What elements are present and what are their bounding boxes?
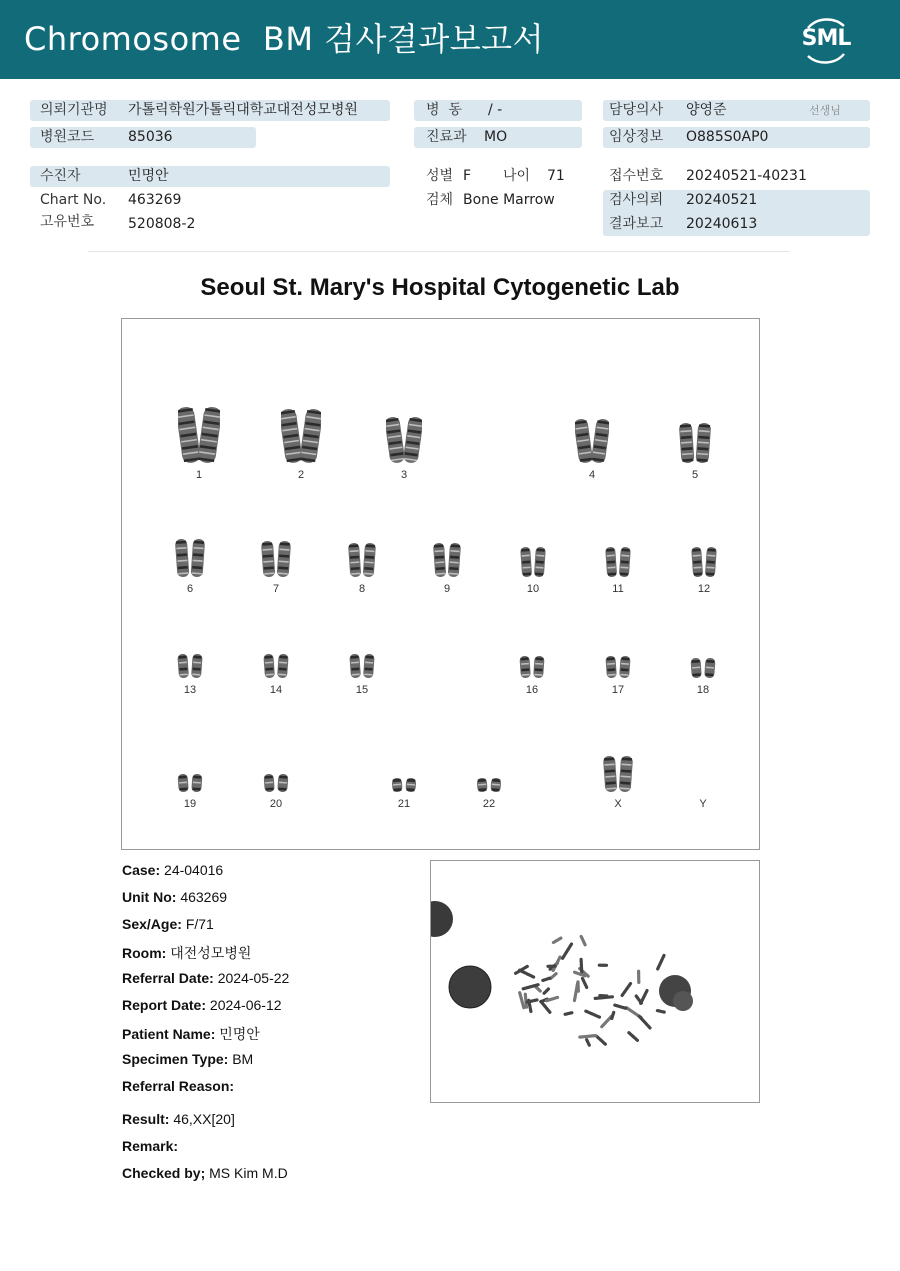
metaphase-chromosome bbox=[579, 1036, 595, 1038]
repdate-value: 2024-06-12 bbox=[209, 997, 282, 1013]
sexage-value: F/71 bbox=[185, 916, 214, 932]
refdate-value: 2024-05-22 bbox=[217, 970, 290, 986]
reason-label: Referral Reason: bbox=[122, 1078, 235, 1094]
chromosome-pair-7 bbox=[261, 539, 291, 579]
age-label: 나이 bbox=[503, 168, 531, 184]
doctor-label: 담당의사 bbox=[609, 102, 664, 118]
chromosome-pair-X bbox=[603, 754, 633, 794]
report-header bbox=[0, 0, 900, 79]
chromosome-label-8: 8 bbox=[358, 583, 366, 595]
metaphase-chromosome bbox=[565, 1013, 572, 1015]
chromosome-label-3: 3 bbox=[400, 469, 408, 481]
age-value: 71 bbox=[547, 168, 565, 184]
chromosome-pair-15 bbox=[349, 652, 375, 680]
sml-logo bbox=[796, 10, 856, 70]
chromosome-label-18: 18 bbox=[696, 684, 710, 696]
unique-value: 520808-2 bbox=[128, 216, 196, 232]
spec-label: Specimen Type: bbox=[122, 1051, 229, 1067]
metaphase-chromosome bbox=[583, 979, 587, 988]
pname-label: Patient Name: bbox=[122, 1026, 216, 1042]
metaphase-chromosome bbox=[597, 1037, 606, 1045]
institution-label: 의뢰기관명 bbox=[40, 102, 108, 118]
chromosome-label-7: 7 bbox=[272, 583, 280, 595]
chromosome-label-X: X bbox=[614, 798, 622, 810]
pname-row bbox=[122, 1024, 260, 1044]
chromosome-pair-6 bbox=[175, 537, 205, 579]
chromosome-pair-1 bbox=[178, 405, 220, 465]
repdate-row bbox=[122, 997, 282, 1013]
karyogram bbox=[121, 318, 760, 850]
result-value: 46,XX[20] bbox=[173, 1111, 235, 1127]
metaphase-chromosome bbox=[553, 938, 561, 942]
receipt-label: 접수번호 bbox=[609, 168, 664, 184]
hospital-code-label: 병원코드 bbox=[40, 129, 95, 145]
metaphase-chromosome bbox=[602, 1016, 612, 1026]
hospital-code-value: 85036 bbox=[128, 129, 173, 145]
chromosome-pair-17 bbox=[605, 654, 631, 680]
case-value: 24-04016 bbox=[164, 862, 224, 878]
chromosome-label-11: 11 bbox=[612, 583, 624, 595]
chromosome-label-15: 15 bbox=[355, 684, 369, 696]
chromosome-label-14: 14 bbox=[269, 684, 283, 696]
sex-label: 성별 bbox=[426, 168, 454, 184]
chromosome-pair-20 bbox=[263, 772, 289, 794]
chromosome-label-9: 9 bbox=[443, 583, 451, 595]
metaphase-chromosome bbox=[520, 993, 524, 1009]
metaphase-chromosome bbox=[612, 1012, 614, 1018]
patient-label: 수진자 bbox=[40, 168, 81, 184]
metaphase-chromosome bbox=[543, 978, 550, 980]
metaphase-chromosome bbox=[639, 1016, 650, 1028]
patient-value: 민명안 bbox=[128, 168, 169, 184]
remark-label: Remark: bbox=[122, 1138, 179, 1154]
chromosome-label-17: 17 bbox=[611, 684, 625, 696]
chart-value: 463269 bbox=[128, 192, 182, 208]
chromosome-label-1: 1 bbox=[195, 469, 203, 481]
refdate-row bbox=[122, 970, 289, 986]
chromosome-pair-2 bbox=[281, 407, 321, 465]
ward-value: / - bbox=[488, 102, 503, 118]
chromosome-pair-19 bbox=[177, 772, 203, 794]
report-title: Chromosome BM 검사결과보고서 bbox=[24, 20, 544, 58]
metaphase-chromosome bbox=[657, 1011, 664, 1013]
request-value: 20240521 bbox=[686, 192, 758, 208]
department-label: 진료과 bbox=[426, 129, 467, 145]
metaphase-chromosome bbox=[658, 955, 664, 969]
chromosome-label-13: 13 bbox=[183, 684, 197, 696]
checked-label: Checked by; bbox=[122, 1165, 206, 1181]
chromosome-label-4: 4 bbox=[588, 469, 596, 481]
metaphase-chromosome bbox=[629, 1033, 638, 1041]
logo-text: SML bbox=[801, 26, 851, 51]
chromosome-label-5: 5 bbox=[691, 469, 699, 481]
repdate-label: Report Date: bbox=[122, 997, 207, 1013]
metaphase-chromosome bbox=[581, 959, 582, 972]
metaphase-chromosome bbox=[636, 996, 641, 1003]
metaphase-chromosome bbox=[544, 989, 548, 993]
lab-title: Seoul St. Mary's Hospital Cytogenetic Lab bbox=[200, 274, 680, 301]
metaphase-chromosome bbox=[586, 1011, 600, 1017]
metaphase-chromosome bbox=[581, 937, 585, 945]
chromosome-label-19: 19 bbox=[183, 798, 197, 810]
report-date-label: 결과보고 bbox=[609, 216, 664, 232]
unit-row bbox=[122, 889, 227, 905]
metaphase-chromosome bbox=[622, 984, 630, 996]
chromosome-label-6: 6 bbox=[186, 583, 194, 595]
sex-value: F bbox=[463, 168, 472, 184]
metaphase-image bbox=[430, 860, 760, 1103]
unique-label: 고유번호 bbox=[40, 214, 95, 230]
metaphase-spread-icon bbox=[431, 861, 759, 1102]
chromosome-pair-8 bbox=[348, 541, 376, 579]
sexage-label: Sex/Age: bbox=[122, 916, 182, 932]
doctor-suffix: 선생님 bbox=[809, 104, 841, 117]
metaphase-chromosome bbox=[563, 944, 572, 958]
clinical-value: O885S0AP0 bbox=[686, 129, 769, 145]
chromosome-pair-18 bbox=[690, 656, 716, 680]
room-row bbox=[122, 943, 251, 963]
doctor-value: 양영준 bbox=[686, 102, 727, 118]
chromosome-pair-3 bbox=[386, 415, 422, 465]
chromosome-label-Y: Y bbox=[699, 798, 707, 810]
spec-value: BM bbox=[232, 1051, 254, 1067]
chromosome-label-10: 10 bbox=[526, 583, 540, 595]
chromosome-pair-12 bbox=[691, 545, 717, 579]
chromosome-label-16: 16 bbox=[525, 684, 539, 696]
chromosome-pair-16 bbox=[519, 654, 545, 680]
specimen-value: Bone Marrow bbox=[463, 192, 555, 208]
case-label: Case: bbox=[122, 862, 161, 878]
chromosome-label-12: 12 bbox=[697, 583, 711, 595]
chromosome-pair-22 bbox=[476, 776, 502, 794]
chromosome-label-2: 2 bbox=[297, 469, 305, 481]
unit-value: 463269 bbox=[180, 889, 228, 905]
chromosome-label-21: 21 bbox=[397, 798, 411, 810]
receipt-value: 20240521-40231 bbox=[686, 168, 807, 184]
room-value: 대전성모병원 bbox=[170, 945, 252, 961]
metaphase-chromosome bbox=[527, 1000, 537, 1002]
sexage-row bbox=[122, 916, 214, 932]
chromosome-label-20: 20 bbox=[269, 798, 283, 810]
section-divider bbox=[88, 251, 790, 252]
clinical-label: 임상정보 bbox=[609, 129, 664, 145]
chromosome-label-22: 22 bbox=[482, 798, 496, 810]
chart-label: Chart No. bbox=[40, 192, 107, 208]
specimen-label: 검체 bbox=[426, 192, 454, 208]
reason-row bbox=[122, 1078, 234, 1094]
metaphase-chromosome bbox=[615, 1005, 626, 1008]
room-label: Room: bbox=[122, 945, 167, 961]
result-label: Result: bbox=[122, 1111, 170, 1127]
ward-label: 병 동 bbox=[426, 102, 462, 118]
patient-bar bbox=[30, 166, 390, 187]
chromosome-pair-11 bbox=[605, 545, 631, 579]
checked-row bbox=[122, 1165, 288, 1181]
unit-label: Unit No: bbox=[122, 889, 177, 905]
checked-value: MS Kim M.D bbox=[209, 1165, 288, 1181]
report-date-value: 20240613 bbox=[686, 216, 758, 232]
request-label: 검사의뢰 bbox=[609, 192, 664, 208]
metaphase-chromosome bbox=[575, 983, 578, 1000]
chromosome-pair-4 bbox=[575, 417, 609, 465]
metaphase-chromosome bbox=[541, 1002, 550, 1013]
chromosome-pair-13 bbox=[177, 652, 203, 680]
institution-value: 가톨릭학원가톨릭대학교대전성모병원 bbox=[128, 102, 358, 118]
pname-value: 민명안 bbox=[219, 1026, 260, 1042]
refdate-label: Referral Date: bbox=[122, 970, 214, 986]
chromosome-pair-10 bbox=[520, 545, 546, 579]
metaphase-chromosome bbox=[587, 1040, 590, 1046]
chromosome-pair-5 bbox=[679, 421, 711, 465]
metaphase-chromosome bbox=[525, 994, 526, 1007]
result-row bbox=[122, 1111, 235, 1127]
department-value: MO bbox=[484, 129, 508, 145]
remark-row bbox=[122, 1138, 178, 1154]
chromosome-pair-14 bbox=[263, 652, 289, 680]
chromosome-pair-21 bbox=[391, 776, 417, 794]
spec-row bbox=[122, 1051, 253, 1067]
case-row bbox=[122, 862, 223, 878]
chromosome-pair-9 bbox=[433, 541, 461, 579]
